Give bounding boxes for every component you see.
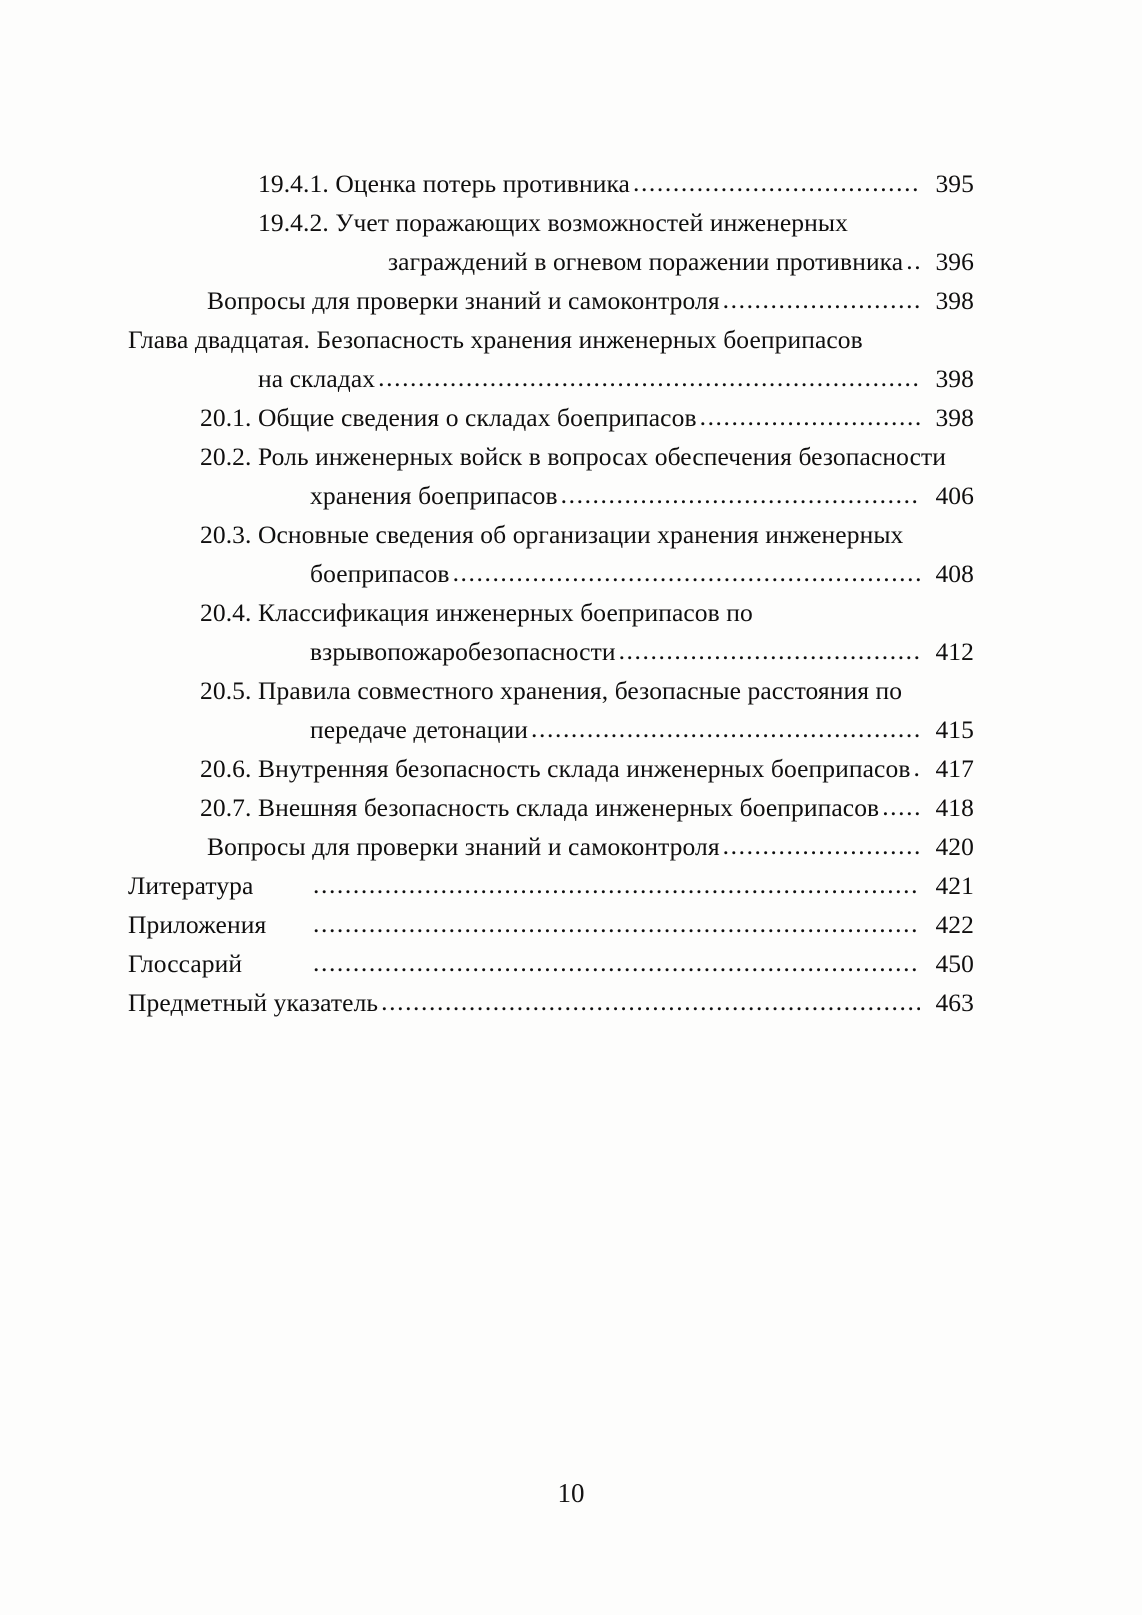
toc-entry[interactable] — [128, 476, 974, 515]
dot-leader — [313, 904, 920, 943]
dot-leader — [723, 826, 920, 865]
toc-entry-page: 418 — [935, 793, 974, 822]
dot-leader — [913, 748, 920, 787]
dot-leader — [561, 475, 920, 514]
dot-leader — [313, 943, 920, 982]
toc-entry[interactable] — [128, 320, 974, 359]
toc-entry[interactable] — [128, 593, 974, 632]
toc-entry-page: 450 — [935, 949, 974, 978]
toc-entry-title: Глава двадцатая. Безопасность хранения инженерных боеприпасов — [128, 325, 863, 354]
toc-entry[interactable] — [128, 203, 974, 242]
toc-entry-page: 398 — [935, 286, 974, 315]
toc-entry-page: 463 — [935, 988, 974, 1017]
toc-entry-title: Оценка потерь противника — [335, 169, 630, 198]
toc-entry-title: Предметный указатель — [128, 988, 379, 1017]
toc-entry-title: Глоссарий — [128, 949, 243, 978]
toc-entry-page: 415 — [935, 715, 974, 744]
toc-entry-title: Роль инженерных войск в вопросах обеспечения безопасности — [257, 442, 947, 471]
toc-entry-page: 412 — [935, 637, 974, 666]
toc-entry-number: 20.2. — [200, 442, 252, 471]
toc-entry[interactable] — [128, 164, 974, 203]
toc-entry-title: на складах — [258, 364, 376, 393]
toc-entry-title: боеприпасов — [310, 559, 450, 588]
dot-leader — [723, 280, 920, 319]
toc-entry-title: Правила совместного хранения, безопасные расстояния по — [257, 676, 903, 705]
toc-entry-title: взрывопожаробезопасности — [310, 637, 616, 666]
toc-entry-page: 408 — [935, 559, 974, 588]
dot-leader — [531, 709, 920, 748]
toc-entry-title: Приложения — [128, 910, 267, 939]
toc-entry[interactable] — [128, 554, 974, 593]
toc-entry-number: 20.5. — [200, 676, 252, 705]
toc-entry-page: 417 — [935, 754, 974, 783]
toc-entry-number: 20.7. — [200, 793, 252, 822]
toc-entry[interactable] — [128, 827, 974, 866]
toc-entry-number: 20.1. — [200, 403, 252, 432]
dot-leader — [700, 397, 920, 436]
toc-entry[interactable] — [128, 983, 974, 1022]
toc-entry[interactable] — [128, 710, 974, 749]
dot-leader — [906, 241, 920, 280]
toc-entry-number: 19.4.1. — [258, 169, 329, 198]
dot-leader — [313, 865, 920, 904]
toc-entry-title: Литература — [128, 871, 254, 900]
toc-entry-title: Основные сведения об организации хранения инженерных — [257, 520, 904, 549]
toc-entry[interactable] — [128, 905, 974, 944]
toc-entry[interactable] — [128, 671, 974, 710]
dot-leader — [453, 553, 920, 592]
toc-entry[interactable] — [128, 242, 974, 281]
toc-entry-number: 20.6. — [200, 754, 252, 783]
toc-entry-page: 395 — [935, 169, 974, 198]
page-number: 10 — [557, 1478, 585, 1508]
toc-entry-page: 398 — [935, 403, 974, 432]
dot-leader — [633, 163, 920, 202]
toc-entry-page: 420 — [935, 832, 974, 861]
toc-entry-title: Вопросы для проверки знаний и самоконтроля — [207, 286, 720, 315]
dot-leader — [378, 358, 920, 397]
toc-entry-number: 19.4.2. — [258, 208, 329, 237]
toc-entry-title: хранения боеприпасов — [310, 481, 558, 510]
toc-entry-page: 396 — [935, 247, 974, 276]
dot-leader — [882, 787, 920, 826]
toc-entry-title: Классификация инженерных боеприпасов по — [257, 598, 753, 627]
dot-leader — [619, 631, 920, 670]
toc-entry-page: 421 — [935, 871, 974, 900]
toc-entry-page: 398 — [935, 364, 974, 393]
toc-entry-number: 20.3. — [200, 520, 252, 549]
toc-entry[interactable] — [128, 515, 974, 554]
table-of-contents-list — [128, 164, 974, 1022]
toc-entry[interactable] — [128, 359, 974, 398]
toc-entry-title: Внешняя безопасность склада инженерных боеприпасов — [257, 793, 880, 822]
toc-entry-title: Вопросы для проверки знаний и самоконтроля — [207, 832, 720, 861]
toc-entry[interactable] — [128, 398, 974, 437]
toc-entry-title: заграждений в огневом поражении противника — [388, 247, 904, 276]
toc-entry[interactable] — [128, 437, 974, 476]
toc-entry-page: 406 — [935, 481, 974, 510]
toc-entry-title: Общие сведения о складах боеприпасов — [257, 403, 697, 432]
toc-entry-number: 20.4. — [200, 598, 252, 627]
toc-entry[interactable] — [128, 866, 974, 905]
toc-entry-title: Учет поражающих возможностей инженерных — [335, 208, 848, 237]
toc-entry-title: передаче детонации — [310, 715, 529, 744]
toc-entry[interactable] — [128, 944, 974, 983]
dot-leader — [381, 982, 920, 1021]
toc-entry[interactable] — [128, 632, 974, 671]
toc-entry-title: Внутренняя безопасность склада инженерных боеприпасов — [257, 754, 911, 783]
toc-entry[interactable] — [128, 281, 974, 320]
toc-entry-page: 422 — [935, 910, 974, 939]
toc-entry[interactable] — [128, 788, 974, 827]
toc-entry[interactable] — [128, 749, 974, 788]
